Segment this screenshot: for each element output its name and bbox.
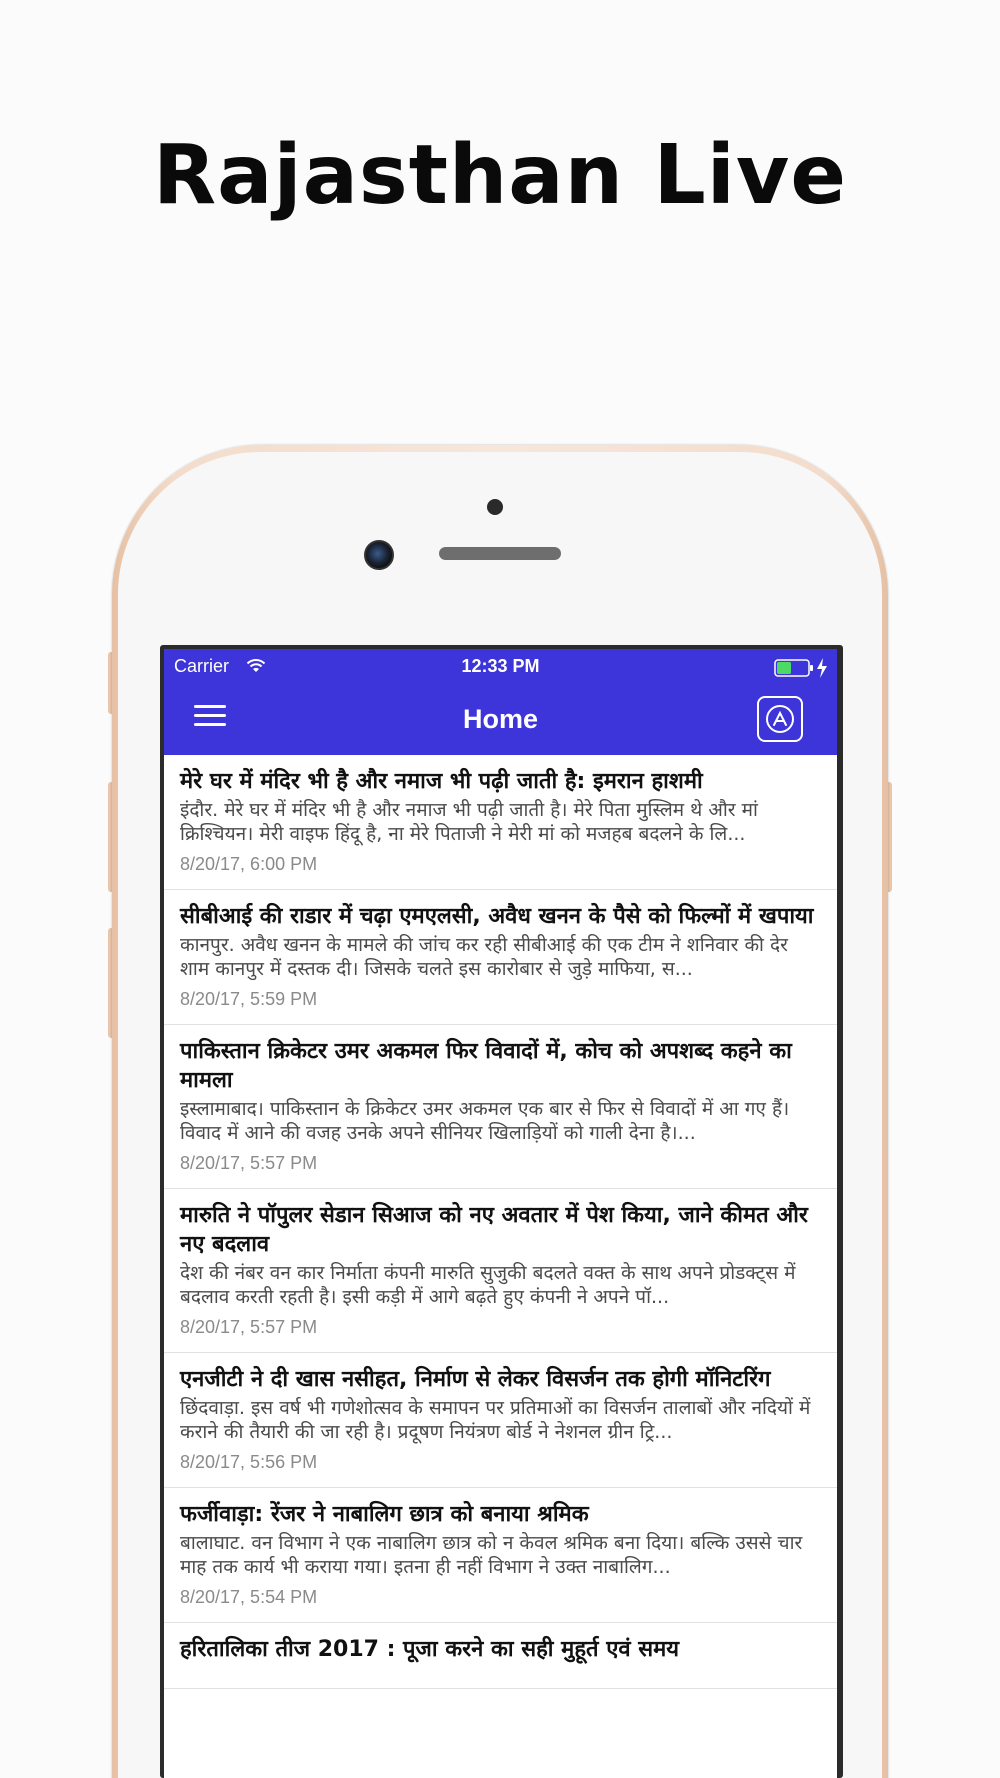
app-store-button[interactable] [757, 696, 803, 742]
news-item[interactable] [164, 1623, 837, 1689]
status-carrier: Carrier [174, 656, 230, 676]
earpiece-speaker [439, 547, 561, 560]
news-date: 8/20/17, 5:54 PM [180, 1587, 318, 1607]
news-item[interactable] [164, 1353, 837, 1488]
news-date: 8/20/17, 5:56 PM [180, 1452, 318, 1472]
news-date: 8/20/17, 5:57 PM [180, 1153, 318, 1173]
news-item[interactable] [164, 1488, 837, 1623]
news-date: 8/20/17, 6:00 PM [180, 854, 318, 874]
app-store-icon [759, 698, 801, 740]
news-summary: छिंदवाड़ा. इस वर्ष भी गणेशोत्सव के समापन पर प्रतिमाओं का विसर्जन तालाबों और नदियों में कराने की तैयारी की जा रही है। प्रदूषण नियंत्रण बोर्ड ने नेशनल ग्रीन ट्रि... [180, 1397, 811, 1443]
news-item[interactable] [164, 890, 837, 1025]
status-time: 12:33 PM [461, 656, 540, 676]
news-title: मारुति ने पॉपुलर सेडान सिआज को नए अवतार में पेश किया, जाने कीमत और नए बदलाव [180, 1203, 808, 1257]
news-summary: इस्लामाबाद। पाकिस्तान के क्रिकेटर उमर अकमल एक बार से फिर से विवादों में आ गए हैं। विवाद में आने की वजह उनके अपने सीनियर खिलाड़ियों को गाली देना है।... [180, 1098, 790, 1144]
news-date: 8/20/17, 5:57 PM [180, 1317, 318, 1337]
news-title: सीबीआई की राडार में चढ़ा एमएलसी, अवैध खनन के पैसे को फिल्मों में खपाया [180, 904, 814, 929]
promo-title: Rajasthan Live [153, 128, 847, 223]
news-title: पाकिस्तान क्रिकेटर उमर अकमल फिर विवादों में, कोच को अपशब्द कहने का मामला [180, 1039, 792, 1093]
news-title: मेरे घर में मंदिर भी है और नमाज भी पढ़ी जाती है: इमरान हाशमी [180, 769, 703, 794]
proximity-sensor [487, 499, 503, 515]
news-summary: कानपुर. अवैध खनन के मामले की जांच कर रही सीबीआई की एक टीम ने शनिवार की देर शाम कानपुर में दस्तक दी। जिसके चलते इस कारोबार से जुड़े माफिया, स... [180, 934, 788, 980]
news-title: हरितालिका तीज 2017 : पूजा करने का सही मुहूर्त एवं समय [180, 1637, 680, 1662]
charging-icon [816, 658, 828, 678]
news-summary: इंदौर. मेरे घर में मंदिर भी है और नमाज भी पढ़ी जाती है। मेरे पिता मुस्लिम थे और मां क्रिश्चियन। मेरी वाइफ हिंदू है, ना मेरे पिताजी ने मेरी मां को मजहब बदलने के लि... [180, 799, 758, 845]
news-title: फर्जीवाड़ा: रेंजर ने नाबालिग छात्र को बनाया श्रमिक [180, 1502, 589, 1527]
phone-screen [164, 649, 837, 1778]
app-header [164, 649, 837, 755]
battery-icon [774, 659, 814, 677]
front-camera-icon [364, 540, 394, 570]
news-list [164, 755, 837, 1689]
news-summary: बालाघाट. वन विभाग ने एक नाबालिग छात्र को न केवल श्रमिक बना दिया। बल्कि उससे चार माह तक कार्य भी कराया गया। इतना ही नहीं विभाग ने उक्त नाबालिग... [180, 1532, 803, 1578]
news-item[interactable] [164, 755, 837, 890]
news-title: एनजीटी ने दी खास नसीहत, निर्माण से लेकर विसर्जन तक होगी मॉनिटरिंग [180, 1367, 771, 1392]
news-date: 8/20/17, 5:59 PM [180, 989, 318, 1009]
nav-title: Home [462, 704, 538, 734]
news-item[interactable] [164, 1189, 837, 1353]
news-item[interactable] [164, 1025, 837, 1189]
news-summary: देश की नंबर वन कार निर्माता कंपनी मारुति सुजुकी बदलते वक्त के साथ अपने प्रोडक्ट्स में बदलाव करती रहती है। इसी कड़ी में आगे बढ़ते हुए कंपनी ने अपने पॉ... [180, 1262, 796, 1308]
